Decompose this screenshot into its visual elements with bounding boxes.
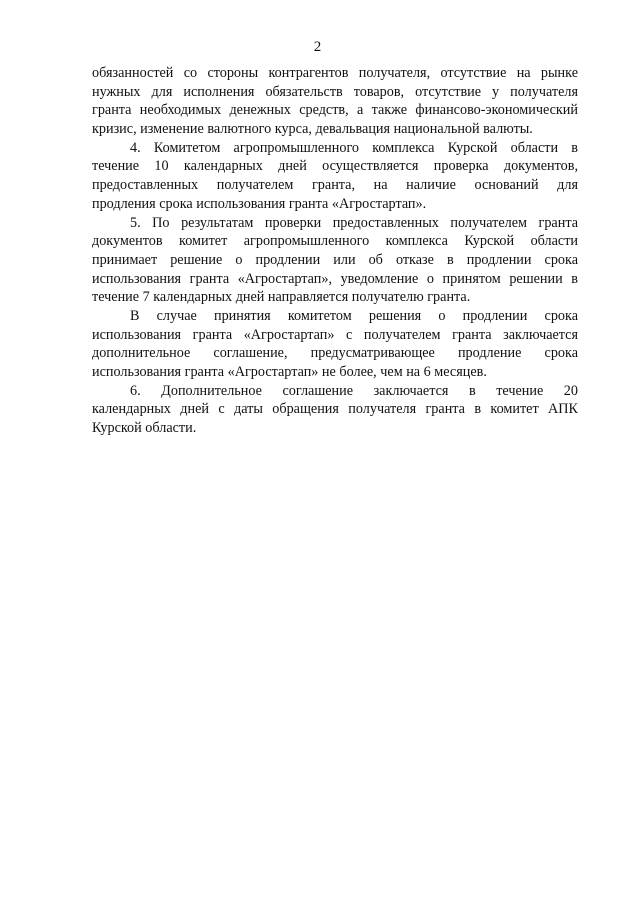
text-line: течение 7 календарных дней направляется получателю гранта.	[92, 289, 471, 306]
text-line: гранта необходимых денежных средств, а также финансово-экономический	[92, 102, 578, 119]
text-line: 6. Дополнительное соглашение заключается в течение 20	[130, 382, 578, 399]
text-line: документов комитет агропромышленного комплекса Курской области	[92, 233, 578, 250]
body-text	[92, 64, 578, 438]
page-number: 2	[313, 39, 322, 55]
text-line: 4. Комитетом агропромышленного комплекса Курской области в	[130, 139, 578, 156]
text-line: дополнительное соглашение, предусматривающее продление срока	[92, 345, 578, 362]
text-line: 5. По результатам проверки предоставленных получателем гранта	[130, 214, 578, 231]
text-line: календарных дней с даты обращения получателя гранта в комитет АПК	[92, 401, 578, 418]
text-line: предоставленных получателем гранта, на наличие оснований для	[92, 177, 578, 194]
text-line: обязанностей со стороны контрагентов получателя, отсутствие на рынке	[92, 65, 578, 81]
text-line: принимает решение о продлении или об отказе в продлении срока	[92, 251, 578, 268]
text-line: течение 10 календарных дней осуществляется проверка документов,	[92, 158, 578, 175]
text-line: использования гранта «Агростартап» с получателем гранта заключается	[92, 326, 578, 343]
text-line: нужных для исполнения обязательств товаров, отсутствие у получателя	[92, 83, 578, 100]
text-line: продления срока использования гранта «Агростартап».	[92, 195, 427, 212]
text-line: кризис, изменение валютного курса, девальвация национальной валюты.	[92, 121, 533, 138]
text-line: Курской области.	[92, 420, 197, 437]
text-line: В случае принятия комитетом решения о продлении срока	[130, 307, 578, 324]
text-line: использования гранта «Агростартап», уведомление о принятом решении в	[92, 270, 578, 287]
text-line: использования гранта «Агростартап» не более, чем на 6 месяцев.	[92, 364, 487, 380]
